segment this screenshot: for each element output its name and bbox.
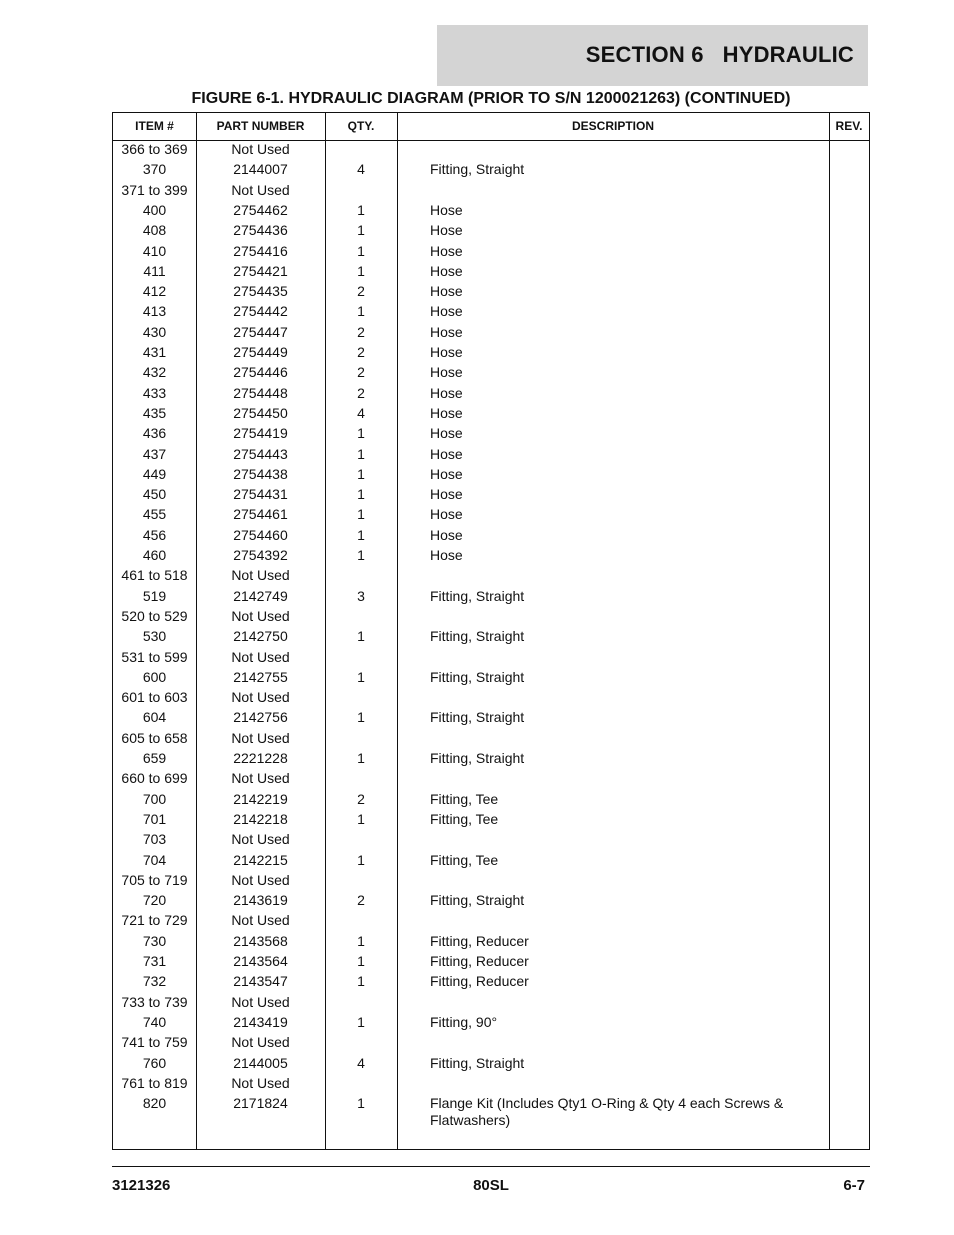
item-number-cell: 461 to 518 xyxy=(121,567,188,584)
description-cell: Hose xyxy=(430,364,463,381)
description-cell: Fitting, Straight xyxy=(430,709,525,726)
item-number-cell: 431 xyxy=(142,344,167,360)
item-number-cell: 519 xyxy=(142,587,167,604)
quantity-cell: 1 xyxy=(357,953,365,969)
item-number-cell: 412 xyxy=(142,283,167,300)
column-header-rev: REV. xyxy=(835,119,863,133)
description-cell: Hose xyxy=(430,384,463,401)
table-row xyxy=(113,770,869,790)
section-title: SECTION 6 HYDRAULIC xyxy=(585,42,854,67)
item-number-cell: 366 to 369 xyxy=(121,141,188,157)
quantity-cell: 3 xyxy=(357,587,365,604)
item-number-cell: 761 to 819 xyxy=(121,1074,188,1091)
quantity-cell: 1 xyxy=(357,303,365,320)
table-row xyxy=(113,811,869,831)
part-number-cell: 2754436 xyxy=(233,222,288,239)
part-number-cell: 2142215 xyxy=(233,851,288,868)
table-row xyxy=(113,283,869,303)
part-number-cell: 2171824 xyxy=(233,1095,288,1112)
item-number-cell: 700 xyxy=(142,790,167,807)
description-cell: Hose xyxy=(430,526,463,543)
table-row xyxy=(113,547,869,567)
part-number-cell: Not Used xyxy=(231,729,290,746)
item-number-cell: 740 xyxy=(142,1013,167,1030)
description-cell: Hose xyxy=(430,222,463,239)
table-row xyxy=(113,852,869,872)
part-number-cell: Not Used xyxy=(231,770,290,787)
table-row xyxy=(113,912,869,932)
description-cell: Hose xyxy=(430,404,463,421)
table-row xyxy=(113,527,869,547)
quantity-cell: 4 xyxy=(357,404,365,421)
part-number-cell: 2754461 xyxy=(233,506,288,523)
quantity-cell: 1 xyxy=(357,445,365,462)
quantity-cell: 2 xyxy=(357,344,365,360)
quantity-cell: 4 xyxy=(357,1054,365,1071)
quantity-cell: 1 xyxy=(357,547,365,563)
item-number-cell: 703 xyxy=(142,831,167,848)
item-number-cell: 721 to 729 xyxy=(121,912,188,929)
part-number-cell: 2754443 xyxy=(233,445,288,462)
table-row xyxy=(113,385,869,405)
item-number-cell: 760 xyxy=(142,1054,167,1071)
description-cell: Fitting, Reducer xyxy=(430,932,529,949)
part-number-cell: 2143547 xyxy=(233,973,288,990)
item-number-cell: 437 xyxy=(142,445,167,462)
item-number-cell: 733 to 739 xyxy=(121,993,188,1010)
table-row xyxy=(113,364,869,384)
column-header-description: DESCRIPTION xyxy=(571,119,654,133)
table-row xyxy=(113,202,869,222)
quantity-cell: 2 xyxy=(357,364,365,381)
description-cell: Hose xyxy=(430,486,463,503)
quantity-cell: 1 xyxy=(357,222,365,239)
description-cell: Fitting, Straight xyxy=(430,892,525,909)
quantity-cell: 1 xyxy=(357,1095,365,1112)
item-number-cell: 605 to 658 xyxy=(121,729,188,746)
item-number-cell: 455 xyxy=(142,506,167,523)
item-number-cell: 449 xyxy=(142,465,167,482)
quantity-cell: 1 xyxy=(357,262,365,279)
column-header-qty: QTY. xyxy=(347,119,375,133)
item-number-cell: 450 xyxy=(142,486,167,503)
footer-doc-number: 3121326 xyxy=(112,1177,171,1194)
item-number-cell: 730 xyxy=(142,932,167,949)
part-number-cell: 2142219 xyxy=(233,790,288,807)
part-number-cell: 2142750 xyxy=(233,628,288,645)
quantity-cell: 1 xyxy=(357,932,365,949)
part-number-cell: 2754450 xyxy=(233,404,288,421)
part-number-cell: 2754435 xyxy=(233,283,288,300)
item-number-cell: 400 xyxy=(142,201,167,218)
item-number-cell: 432 xyxy=(142,364,167,381)
section-header-box xyxy=(437,25,868,86)
item-number-cell: 411 xyxy=(143,262,166,279)
part-number-cell: Not Used xyxy=(231,831,290,848)
item-number-cell: 531 to 599 xyxy=(121,648,188,665)
item-number-cell: 720 xyxy=(142,892,167,909)
item-number-cell: 704 xyxy=(142,851,167,868)
part-number-cell: 2754416 xyxy=(233,242,288,259)
description-cell: Flange Kit (Includes Qty1 O-Ring & Qty 4 each Screws & Flatwashers) xyxy=(430,1095,784,1129)
part-number-cell: 2754448 xyxy=(233,384,288,401)
item-number-cell: 604 xyxy=(142,709,167,726)
table-row xyxy=(113,1075,869,1095)
description-cell: Fitting, Tee xyxy=(430,790,499,807)
part-number-cell: 2142218 xyxy=(233,810,288,827)
part-number-cell: 2754462 xyxy=(233,201,288,218)
part-number-cell: 2754442 xyxy=(233,303,288,320)
quantity-cell: 4 xyxy=(357,161,365,178)
table-row xyxy=(113,466,869,486)
description-cell: Hose xyxy=(430,425,463,442)
description-cell: Hose xyxy=(430,445,463,462)
item-number-cell: 371 to 399 xyxy=(121,181,188,198)
item-number-cell: 701 xyxy=(142,810,167,827)
table-row xyxy=(113,709,869,729)
item-number-cell: 408 xyxy=(142,222,167,239)
quantity-cell: 1 xyxy=(357,201,365,218)
description-cell: Hose xyxy=(430,465,463,482)
part-number-cell: Not Used xyxy=(231,648,290,665)
description-cell: Hose xyxy=(430,242,463,259)
item-number-cell: 430 xyxy=(142,323,167,340)
item-number-cell: 460 xyxy=(142,547,167,563)
part-number-cell: Not Used xyxy=(231,181,290,198)
part-number-cell: 2754421 xyxy=(233,262,288,279)
table-row xyxy=(113,425,869,445)
table-row xyxy=(113,892,869,912)
table-row xyxy=(113,405,869,425)
table-row xyxy=(113,608,869,628)
part-number-cell: Not Used xyxy=(231,1034,290,1051)
description-cell: Fitting, Straight xyxy=(430,161,525,178)
table-row xyxy=(113,669,869,689)
part-number-cell: 2143419 xyxy=(233,1013,288,1030)
table-row xyxy=(113,141,869,161)
description-cell: Fitting, Tee xyxy=(430,851,499,868)
item-number-cell: 413 xyxy=(142,303,167,320)
quantity-cell: 1 xyxy=(357,750,365,766)
part-number-cell: 2144007 xyxy=(233,161,288,178)
part-number-cell: 2143619 xyxy=(233,892,288,909)
quantity-cell: 1 xyxy=(357,628,365,645)
table-row xyxy=(113,973,869,993)
footer-divider xyxy=(112,1166,870,1167)
item-number-cell: 436 xyxy=(142,425,167,442)
part-number-cell: Not Used xyxy=(231,689,290,706)
item-number-cell: 530 xyxy=(142,628,167,645)
table-row xyxy=(113,953,869,973)
description-cell: Fitting, 90° xyxy=(430,1013,498,1030)
table-row xyxy=(113,567,869,587)
description-cell: Hose xyxy=(430,506,463,523)
description-cell: Fitting, Reducer xyxy=(430,973,529,990)
quantity-cell: 2 xyxy=(357,283,365,300)
quantity-cell: 1 xyxy=(357,973,365,990)
part-number-cell: Not Used xyxy=(231,912,290,929)
part-number-cell: 2754460 xyxy=(233,526,288,543)
description-cell: Hose xyxy=(430,323,463,340)
table-row xyxy=(113,446,869,466)
table-row xyxy=(113,1014,869,1034)
part-number-cell: 2221228 xyxy=(233,750,288,766)
description-cell: Hose xyxy=(430,344,463,360)
part-number-cell: Not Used xyxy=(231,607,290,624)
table-row xyxy=(113,628,869,648)
part-number-cell: Not Used xyxy=(231,1074,290,1091)
description-cell: Hose xyxy=(430,201,463,218)
quantity-cell: 1 xyxy=(357,709,365,726)
description-cell: Fitting, Straight xyxy=(430,668,525,685)
description-cell: Fitting, Reducer xyxy=(430,953,529,969)
table-row xyxy=(113,831,869,851)
table-row xyxy=(113,791,869,811)
table-row xyxy=(113,689,869,709)
figure-title: FIGURE 6-1. HYDRAULIC DIAGRAM (PRIOR TO S/N 1200021263) (CONTINUED) xyxy=(191,90,791,107)
item-number-cell: 435 xyxy=(142,404,167,421)
parts-table xyxy=(112,112,870,1150)
item-number-cell: 370 xyxy=(142,161,167,178)
column-header-part-number: PART NUMBER xyxy=(216,119,305,133)
part-number-cell: 2754392 xyxy=(233,547,288,563)
part-number-cell: 2754446 xyxy=(233,364,288,381)
table-row xyxy=(113,933,869,953)
table-row xyxy=(113,324,869,344)
description-cell: Hose xyxy=(430,303,463,320)
part-number-cell: 2754447 xyxy=(233,323,288,340)
part-number-cell: 2143568 xyxy=(233,932,288,949)
part-number-cell: 2754449 xyxy=(233,344,288,360)
table-row xyxy=(113,1055,869,1075)
item-number-cell: 433 xyxy=(142,384,167,401)
column-header-item: ITEM # xyxy=(135,119,174,133)
footer-page-number: 6-7 xyxy=(843,1177,865,1194)
item-number-cell: 456 xyxy=(142,526,167,543)
quantity-cell: 2 xyxy=(357,892,365,909)
table-row xyxy=(113,750,869,770)
table-row xyxy=(113,486,869,506)
item-number-cell: 520 to 529 xyxy=(121,607,188,624)
table-row xyxy=(113,649,869,669)
item-number-cell: 600 xyxy=(142,668,167,685)
description-cell: Fitting, Straight xyxy=(430,1054,525,1071)
table-row xyxy=(113,182,869,202)
description-cell: Fitting, Straight xyxy=(430,750,525,766)
quantity-cell: 1 xyxy=(357,810,365,827)
table-row xyxy=(113,243,869,263)
description-cell: Fitting, Straight xyxy=(430,587,525,604)
table-row xyxy=(113,303,869,323)
part-number-cell: 2142749 xyxy=(233,587,288,604)
part-number-cell: 2142756 xyxy=(233,709,288,726)
item-number-cell: 410 xyxy=(142,242,167,259)
table-row xyxy=(113,263,869,283)
part-number-cell: 2754431 xyxy=(233,486,288,503)
item-number-cell: 660 to 699 xyxy=(121,770,188,787)
item-number-cell: 732 xyxy=(142,973,167,990)
quantity-cell: 1 xyxy=(357,465,365,482)
quantity-cell: 1 xyxy=(357,1013,365,1030)
item-number-cell: 731 xyxy=(142,953,167,969)
quantity-cell: 1 xyxy=(357,526,365,543)
table-row xyxy=(113,588,869,608)
part-number-cell: 2142755 xyxy=(233,668,288,685)
quantity-cell: 2 xyxy=(357,323,365,340)
part-number-cell: Not Used xyxy=(231,141,290,157)
table-row xyxy=(113,222,869,242)
quantity-cell: 2 xyxy=(357,790,365,807)
table-row xyxy=(113,506,869,526)
item-number-cell: 741 to 759 xyxy=(121,1034,188,1051)
table-row xyxy=(113,1034,869,1054)
table-row xyxy=(113,1095,869,1129)
item-number-cell: 820 xyxy=(142,1095,167,1112)
description-cell: Fitting, Straight xyxy=(430,628,525,645)
part-number-cell: 2144005 xyxy=(233,1054,288,1071)
part-number-cell: Not Used xyxy=(231,993,290,1010)
table-row xyxy=(113,872,869,892)
description-cell: Hose xyxy=(430,262,463,279)
quantity-cell: 1 xyxy=(357,506,365,523)
quantity-cell: 1 xyxy=(357,851,365,868)
part-number-cell: Not Used xyxy=(231,567,290,584)
quantity-cell: 2 xyxy=(357,384,365,401)
table-row xyxy=(113,994,869,1014)
item-number-cell: 659 xyxy=(142,750,167,766)
table-row xyxy=(113,161,869,181)
footer-model: 80SL xyxy=(473,1177,509,1194)
part-number-cell: 2143564 xyxy=(233,953,288,969)
description-cell: Hose xyxy=(430,283,463,300)
quantity-cell: 1 xyxy=(357,668,365,685)
part-number-cell: Not Used xyxy=(231,871,290,888)
item-number-cell: 705 to 719 xyxy=(121,871,188,888)
description-cell: Fitting, Tee xyxy=(430,810,499,827)
quantity-cell: 1 xyxy=(357,242,365,259)
quantity-cell: 1 xyxy=(357,425,365,442)
table-row xyxy=(113,344,869,364)
item-number-cell: 601 to 603 xyxy=(121,689,188,706)
description-cell: Hose xyxy=(430,547,463,563)
part-number-cell: 2754419 xyxy=(233,425,288,442)
quantity-cell: 1 xyxy=(357,486,365,503)
part-number-cell: 2754438 xyxy=(233,465,288,482)
table-row xyxy=(113,730,869,750)
